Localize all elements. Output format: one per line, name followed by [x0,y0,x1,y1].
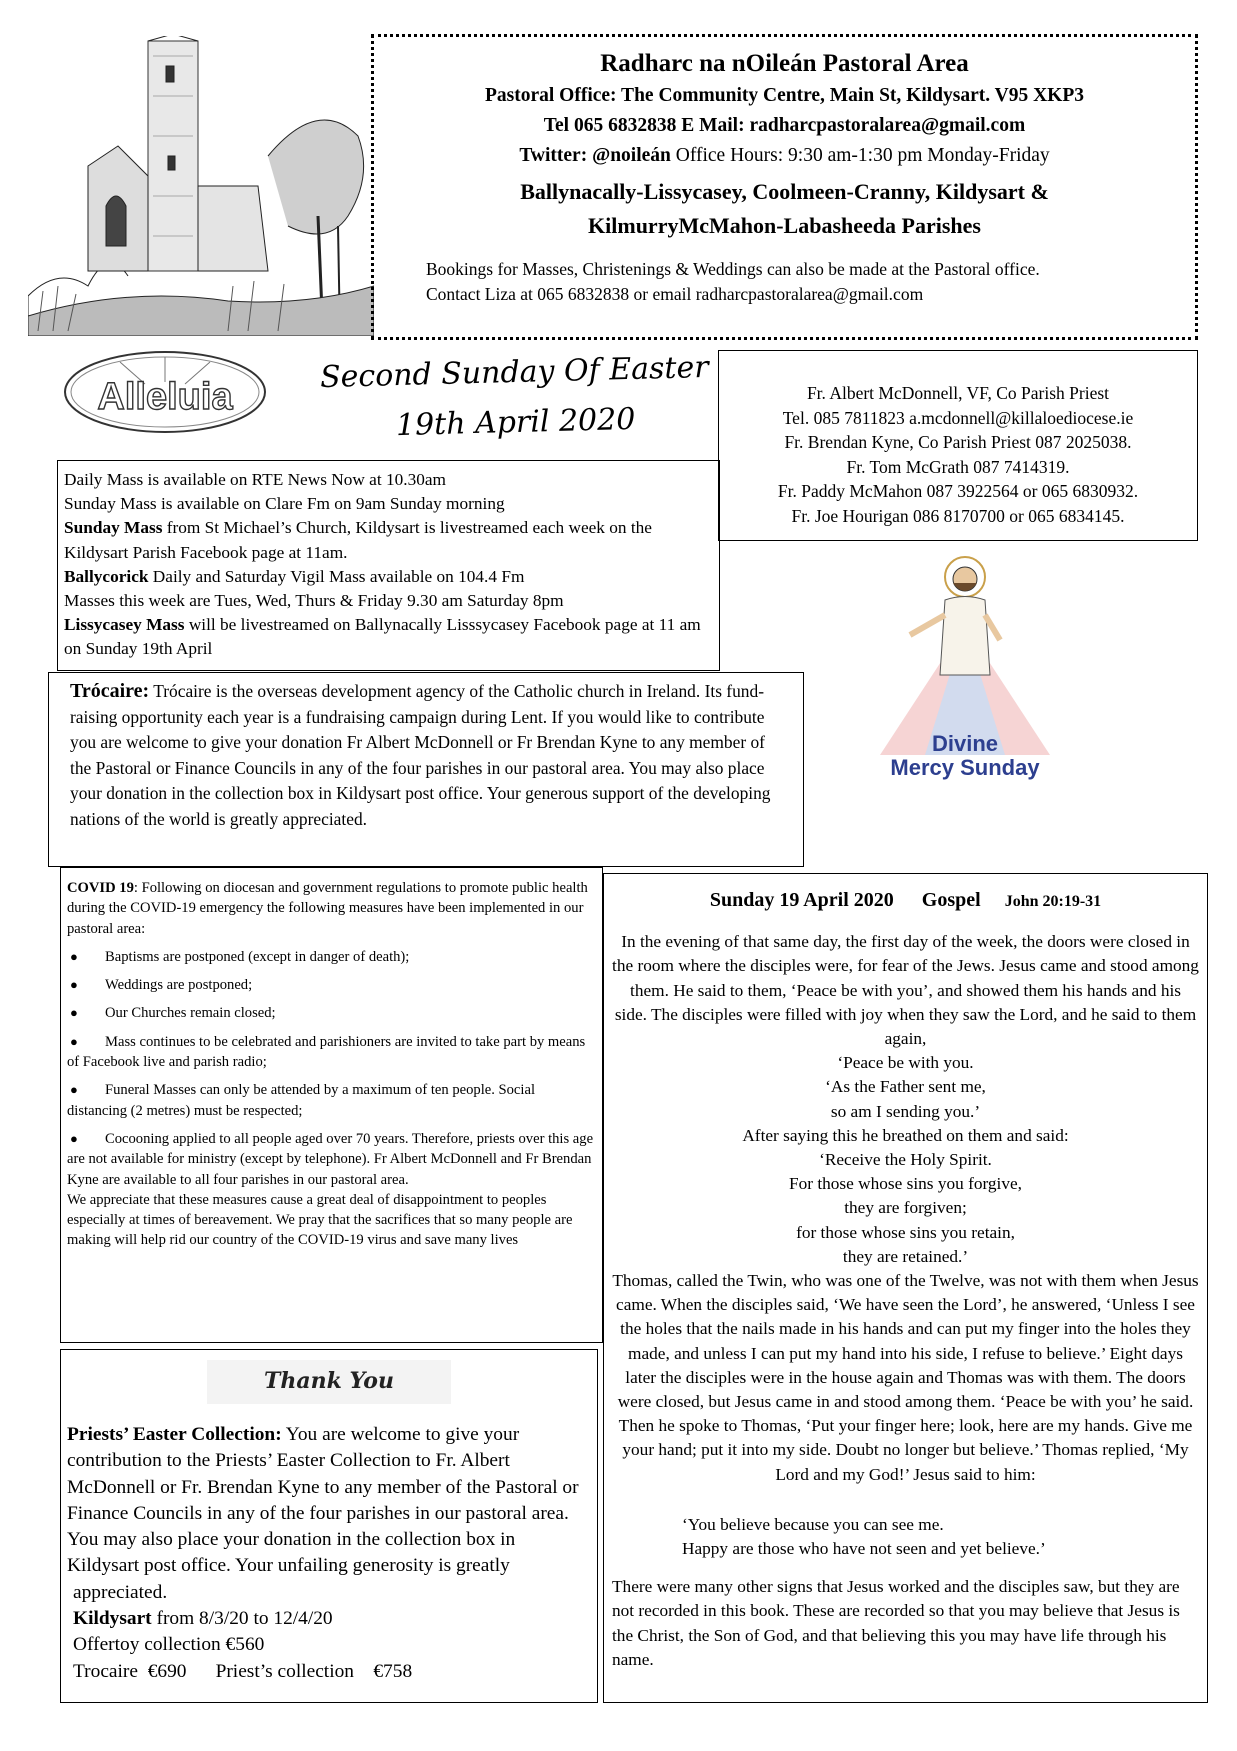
mass-line-3-text: from St Michael’s Church, Kildysart is livestreamed each week on the Kildysart Parish Facebook page at 11am. [64,518,652,562]
clergy-line: Fr. Tom McGrath 087 7414319. [846,456,1070,477]
priests-collection-text [67,1422,591,1580]
pastoral-area-title: Radharc na nOileán Pastoral Area [600,50,969,77]
covid-intro-text: : Following on diocesan and government regulations to promote public health during the COVID-19 emergency the following measures have been implemented in our pastoral area: [67,880,588,937]
gospel-reference: John 20:19-31 [1004,893,1102,910]
priests-collection-body: You are welcome to give your contribution to the Priests’ Easter Collection to Fr. Albert McDonnell or Fr. Brendan Kyne to any member of the Pastoral or Finance Councils in any of the four parishes in our pastoral area. You may also place your donation in the collection box in Kildysart post office. Your unfailing generosity is greatly [67,1424,579,1577]
trocaire-priests-totals [67,1659,591,1685]
gospel-verse: ‘Peace be with you. [837,1053,974,1073]
mass-line-4 [64,565,713,589]
covid-item: ● Mass continues to be celebrated and parishioners are invited to take part by means of Facebook live and parish radio; [67,1032,596,1073]
clergy-line: Fr. Albert McDonnell, VF, Co Parish Priest [806,383,1110,403]
gospel-paragraph-3: Thomas, called the Twin, who was one of the Twelve, was not with them when Jesus came. When the disciples said, ‘We have seen the Lord’, he answered, ‘Unless I see the holes that the nails made in his hands and can put my finger into the holes they made, and unless I can put my hand into his side, I refuse to believe.’ Eight days later the disciples were in the house again and Thomas was with them. The doors were closed, but Jesus came in and stood among them. ‘Peace be with you’ he said. Then he spoke to Thomas, ‘Put your finger here; look, here are my hands. Give me your hand; put it into my side. Doubt no longer but believe.’ Thomas replied, ‘My Lord and my God!’ Jesus said to him: [612,1271,1199,1484]
gospel-final-paragraph: There were many other signs that Jesus worked and the disciples saw, but they are not recorded in this book. These are recorded so that you may believe that Jesus is the Christ, the Son of God, and that believing this you may have life through his name. [612,1577,1180,1669]
gospel-verse: For those whose sins you forgive, [789,1174,1022,1194]
bookings-line-1: Bookings for Masses, Christenings & Weddings can also be made at the Pastoral office. [426,259,1040,279]
clergy-line: Fr. Brendan Kyne, Co Parish Priest 087 2025038. [784,432,1132,452]
contact-tel-email: Tel 065 6832838 E Mail: radharcpastoralarea@gmail.com [543,115,1026,136]
mass-line-6-text: will be livestreamed on Ballynacally Lisssycasey Facebook page at 11 am on Sunday 19th April [64,615,701,659]
trocaire-text [70,679,782,832]
mass-line-5: Masses this week are Tues, Wed, Thurs & Friday 9.30 am Saturday 8pm [64,591,564,611]
gospel-date: Sunday 19 April 2020 [709,889,894,911]
clergy-contacts [718,350,1198,541]
thank-you-banner [207,1360,451,1404]
covid-measures [60,867,603,1343]
pastoral-office-address: Pastoral Office: The Community Centre, Main St, Kildysart. V95 XKP3 [484,85,1085,106]
kildysart-collection [67,1606,591,1632]
divine-mercy-line-1: Divine [931,731,999,756]
twitter-handle: Twitter: @noileán [519,145,671,166]
kildysart-label: Kildysart [73,1608,152,1630]
gospel-verse: so am I sending you.’ [830,1101,981,1121]
trocaire-total-amount: €690 [147,1660,187,1682]
gospel-verse: they are retained.’ [842,1246,969,1266]
parishes-line-1: Ballynacally-Lissycasey, Coolmeen-Cranny, Kildysart & [520,179,1049,204]
gospel-paragraph-1: In the evening of that same day, the first day of the week, the doors were closed in the room where the disciples were, for fear of the Jews. Jesus came and stood among them. He said to them, ‘Peace be with you’, and showed them his hands and his side. The disciples were filled with joy when they saw the Lord, and he said to them again, [612,932,1199,1049]
pastoral-area-header [371,34,1198,340]
bookings-line-2: Contact Liza at 065 6832838 or email radharcpastoralarea@gmail.com [426,284,924,304]
gospel-quote-1: ‘You believe because you can see me. [682,1514,944,1534]
covid-item: ● Baptisms are postponed (except in danger of death); [67,947,596,967]
covid-item: ● Our Churches remain closed; [67,1003,596,1023]
thank-you-text: Thank You [264,1368,394,1394]
priests-collection-appreciated: appreciated. [73,1581,168,1603]
mass-line-2: Sunday Mass is available on Clare Fm on 9am Sunday morning [64,494,505,514]
church-ruin-illustration [28,36,374,336]
mass-line-4-bold: Ballycorick [64,566,149,586]
offertory-collection: Offertoy collection €560 [73,1634,265,1656]
mass-line-3-bold: Sunday Mass [64,518,163,538]
covid-intro [67,878,596,939]
gospel-verse: ‘Receive the Holy Spirit. [819,1150,992,1170]
gospel-verse: ‘As the Father sent me, [825,1077,986,1097]
clergy-line: Fr. Joe Hourigan 086 8170700 or 065 6834145. [791,505,1125,526]
office-hours: Office Hours: 9:30 am-1:30 pm Monday-Friday [675,145,1050,166]
gospel-reading [603,873,1208,1703]
gospel-verse: for those whose sins you retain, [796,1222,1015,1242]
mass-line-6 [64,613,713,661]
priests-easter-collection [60,1349,598,1703]
gospel-quote-2: Happy are those who have not seen and yet believe.’ [682,1539,1046,1559]
priests-total-label: Priest’s collection [215,1660,354,1682]
kildysart-dates: from 8/3/20 to 12/4/20 [151,1608,333,1630]
mass-line-3 [64,516,713,564]
twitter-office-hours [374,141,1195,171]
gospel-label: Gospel [921,889,981,911]
mass-line-6-bold: Lissycasey Mass [64,615,185,635]
alleluia-logo [60,347,270,437]
priests-collection-heading: Priests’ Easter Collection: [67,1424,282,1445]
trocaire-notice [48,672,804,867]
sunday-title [304,343,726,454]
priests-total-amount: €758 [373,1660,413,1682]
gospel-heading [612,888,1199,914]
parishes-line-2: KilmurryMcMahon-Labasheeda Parishes [588,213,981,238]
sunday-title-line-1: Second Sunday Of Easter [319,349,710,396]
divine-mercy-image [840,555,1090,805]
covid-item: ● Weddings are postponed; [67,975,596,995]
covid-heading: COVID 19 [67,880,134,896]
gospel-paragraph-2: After saying this he breathed on them and said: [742,1125,1069,1145]
trocaire-body: Trócaire is the overseas development agency of the Catholic church in Ireland. Its fund-raising opportunity each year is a fundraising campaign during Lent. If you would like to contribute you are welcome to give your donation Fr Albert McDonnell or Fr Brendan Kyne to any member of the Pastoral or Finance Councils in any of the four parishes in our pastoral area. You may also place your donation in the collection box in Kildysart post office. Your generous support of the developing nations of the world is greatly appreciated. [70,681,771,829]
clergy-line: Fr. Paddy McMahon 087 3922564 or 065 6830932. [777,481,1139,501]
mass-schedule [57,460,720,671]
divine-mercy-line-2: Mercy Sunday [890,755,1040,780]
clergy-line: Tel. 085 7811823 a.mcdonnell@killaloediocese.ie [782,407,1134,428]
covid-closing: We appreciate that these measures cause a great deal of disappointment to peoples especially at times of bereavement. We pray that the sacrifices that so many people are making will help rid our country of the COVID-19 virus and save many lives [67,1191,573,1249]
mass-line-1: Daily Mass is available on RTE News Now at 10.30am [64,470,446,489]
trocaire-total-label: Trocaire [73,1660,138,1682]
mass-line-4-text: Daily and Saturday Vigil Mass available on 104.4 Fm [148,566,525,586]
sunday-title-line-2: 19th April 2020 [395,401,636,444]
trocaire-heading: Trócaire: [70,680,150,702]
alleluia-logo-text: Alleluia [97,376,233,418]
covid-item: ● Funeral Masses can only be attended by a maximum of ten people. Social distancing (2 metres) must be respected; [67,1080,596,1121]
gospel-verse: they are forgiven; [844,1198,967,1218]
covid-item: ● Cocooning applied to all people aged over 70 years. Therefore, priests over this age are not available for ministry (except by telephone). Fr Albert McDonnell and Fr Brendan Kyne are available to all four parishes in our pastoral area. [67,1129,596,1190]
bookings-info [374,257,1195,307]
